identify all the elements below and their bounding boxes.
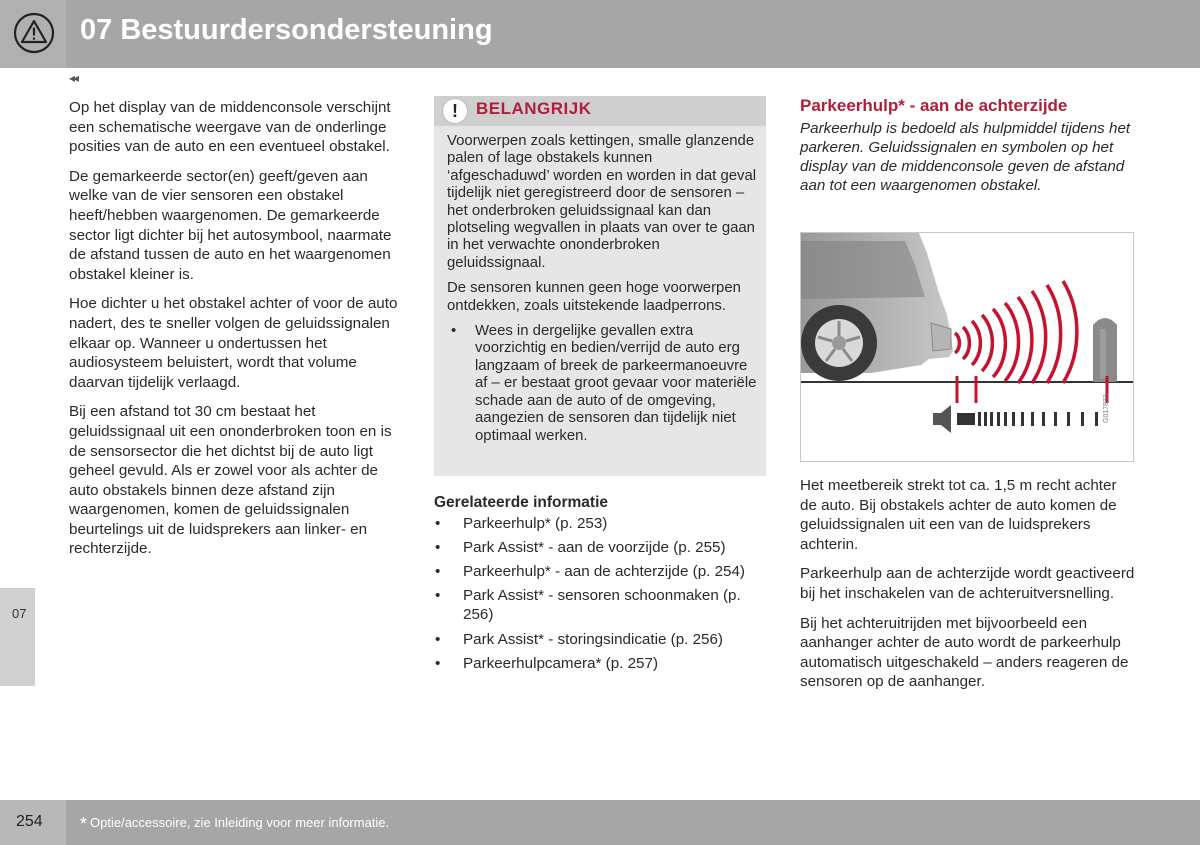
important-bullet-text: Wees in dergelijke gevallen extra voorzichtig en bedien/verrijd de auto erg langzaam of breek de parkeermanoeuvre af – er bestaat groot gevaar voor materiële schade aan de auto of de omgeving, aangezien de sensoren dan tijdelijk niet optimaal werken. (475, 323, 757, 444)
body-paragraph: Parkeerhulp aan de achterzijde wordt geactiveerd bij het inschakelen van de achteruitversnelling. (800, 565, 1135, 602)
related-link-parkeerhulpcamera[interactable]: • Parkeerhulpcamera* (p. 257) (435, 654, 659, 672)
side-tab-label: 07 (12, 606, 27, 621)
footnote (80, 814, 389, 835)
speaker-icon (933, 405, 951, 433)
important-bullet (447, 323, 757, 445)
figure-id: G017833 (1103, 394, 1110, 423)
footer-page-area (0, 800, 66, 845)
body-paragraph: Bij een afstand tot 30 cm bestaat het geluidssignaal uit een ononderbroken toon en is de sensorsector die het dichtst bij de auto ligt geheel gevuld. Als er zowel voor als achter de auto obstakels binnen deze afstand zijn waargenomen, komen de geluidssignalen beurtelings uit de luidsprekers aan linker- en rechterzijde. (69, 403, 392, 558)
exclamation-icon: ! (442, 98, 468, 124)
important-header (434, 96, 766, 126)
back-link-icon[interactable]: ◂◂ (69, 71, 78, 85)
page-number: 254 (16, 813, 43, 830)
column-left (69, 98, 399, 569)
related-title: Gerelateerde informatie (434, 494, 609, 511)
important-title: BELANGRIJK (476, 99, 592, 118)
related-link-storingsindicatie[interactable]: • Park Assist* - storingsindicatie (p. 256) (435, 630, 723, 648)
column-right (800, 96, 1135, 205)
header-icon-area (0, 0, 66, 68)
body-paragraph: Hoe dichter u het obstakel achter of voor de auto nadert, des te sneller volgen de geluidssignalen elkaar op. Wanneer u ondertussen het audiosysteem beluistert, wordt that volume daarvan tijdelijk verlaagd. (69, 295, 398, 391)
important-notice (434, 96, 766, 476)
related-information (434, 493, 774, 678)
important-body (447, 133, 757, 445)
car-window (801, 241, 925, 299)
related-link-parkeerhulp[interactable]: • Parkeerhulp* (p. 253) (435, 514, 608, 532)
related-link-parkeerhulp-achterzijde[interactable]: • Parkeerhulp* - aan de achterzijde (p. 254) (435, 562, 745, 580)
footnote-text: Optie/accessoire, zie Inleiding voor meer informatie. (90, 815, 390, 830)
footnote-star: * (80, 814, 88, 834)
important-paragraph: De sensoren kunnen geen hoge voorwerpen ontdekken, zoals uitstekende laadperrons. (447, 280, 741, 314)
section-title: Parkeerhulp* - aan de achterzijde (800, 96, 1068, 115)
body-paragraph: De gemarkeerde sector(en) geeft/geven aan welke van de vier sensoren een obstakel heeft/hebben waargenomen. De gemarkeerde sector ligt dichter bij het autosymbool, naarmate de afstand tussen de auto en het waargenomen obstakel kleiner is. (69, 167, 392, 283)
body-paragraph: Op het display van de middenconsole verschijnt een schematische weergave van de onderlinge posities van de auto en een eventueel obstakel. (69, 99, 391, 156)
section-intro: Parkeerhulp is bedoeld als hulpmiddel tijdens het parkeren. Geluidssignalen en symbolen op het display van de middenconsole geven de afstand aan tot een waargenomen obstakel. (800, 119, 1131, 195)
parking-assist-illustration (800, 232, 1134, 462)
related-link-park-assist-voorzijde[interactable]: • Park Assist* - aan de voorzijde (p. 255) (435, 538, 726, 556)
bullet-dot: • (451, 323, 457, 340)
body-paragraph: Bij het achteruitrijden met bijvoorbeeld een aanhanger achter de auto wordt de parkeerhulp automatisch uitgeschakeld – anders reageren de sensoren op de aanhanger. (800, 614, 1129, 691)
rear-car-sensor-diagram (801, 233, 1134, 462)
chapter-header (0, 0, 1200, 68)
warning-triangle-icon (13, 12, 55, 54)
related-link-sensoren-schoonmaken[interactable]: • Park Assist* - sensoren schoonmaken (p. 256) (435, 586, 741, 624)
page-footer (0, 800, 1200, 845)
beep-frequency-bars (957, 412, 1098, 426)
important-paragraph: Voorwerpen zoals kettingen, smalle glanzende palen of lage obstakels kunnen ‘afgeschaduwd’ worden en worden in dat geval tijdelijk niet geregistreerd door de sensoren – het onderbroken geluidssignaal kan dan plotseling wegvallen in plaats van over te gaan in het verwachte ononderbroken geluidssignaal. (447, 133, 757, 271)
column-right-lower (800, 476, 1135, 702)
chapter-title: 07 Bestuurdersondersteuning (80, 14, 493, 46)
chapter-side-tab[interactable] (0, 588, 35, 686)
sensor-signal-arcs (955, 281, 1077, 383)
body-paragraph: Het meetbereik strekt tot ca. 1,5 m recht achter de auto. Bij obstakels achter de auto komen de geluidssignalen uit een van de luidsprekers achterin. (800, 477, 1117, 553)
